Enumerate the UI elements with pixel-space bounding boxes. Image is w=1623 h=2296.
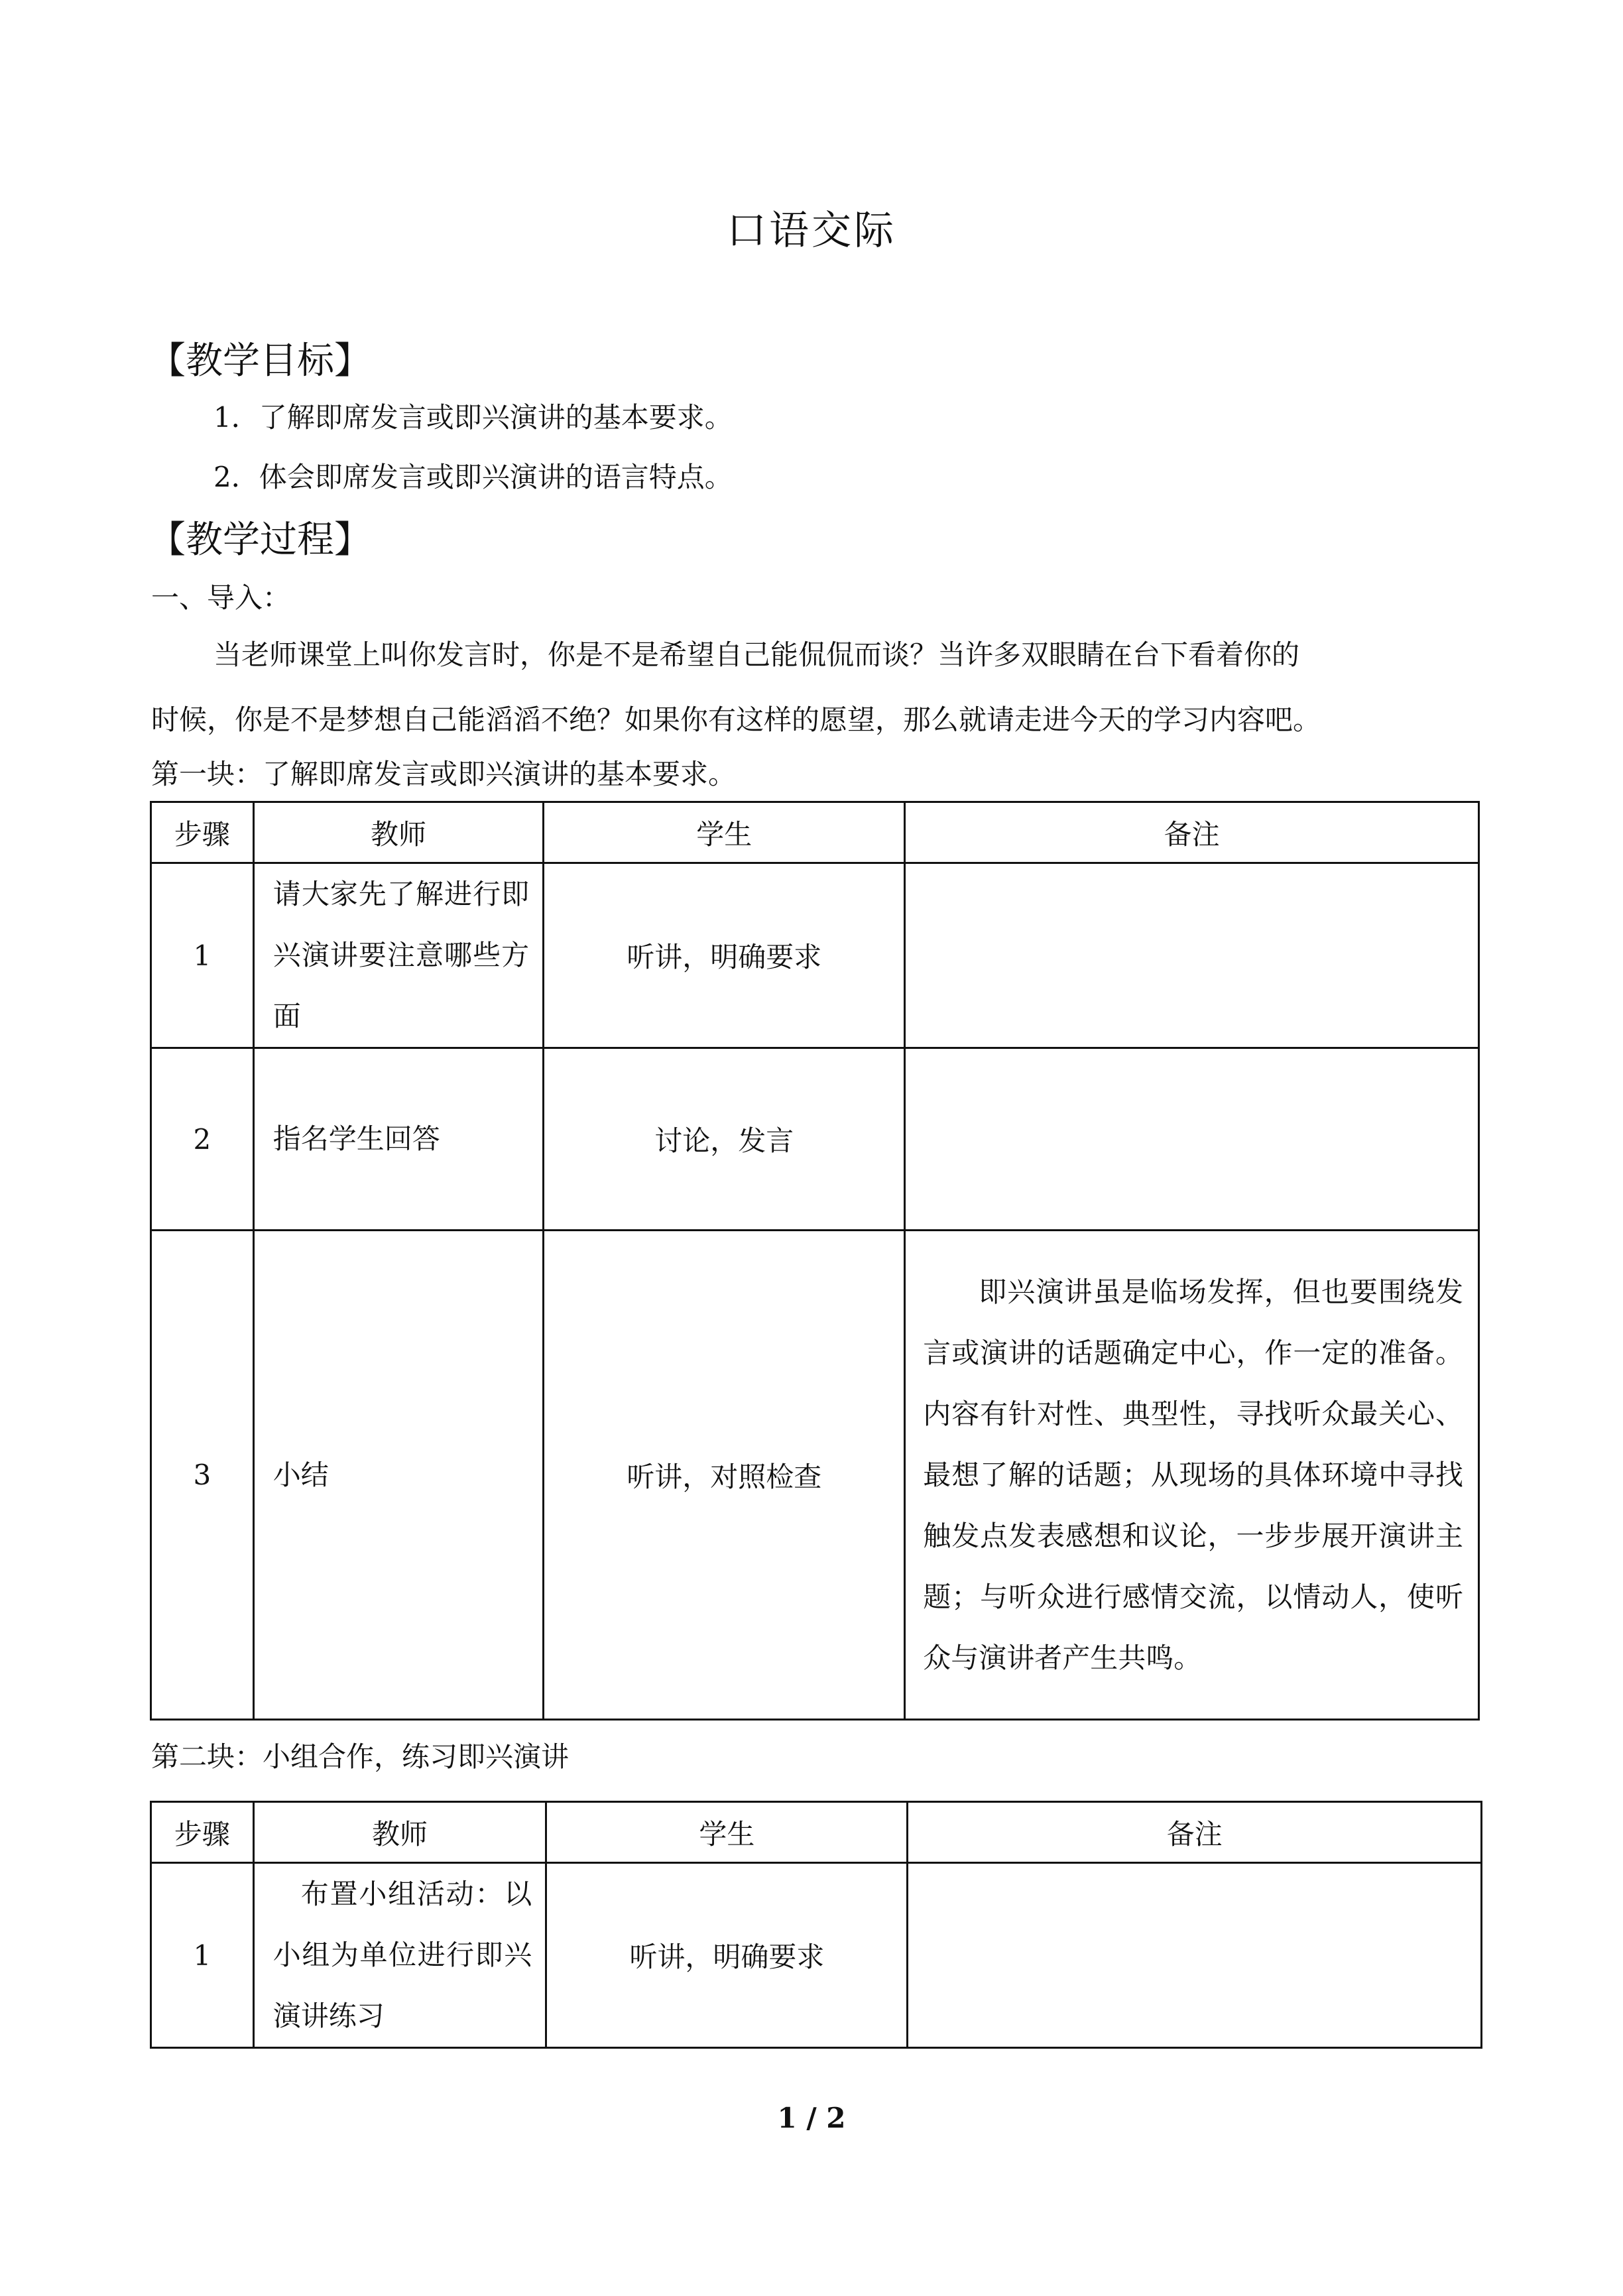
row-step: 2 [151,1048,254,1231]
goals-heading: 【教学目标】 [149,339,371,383]
row-step: 1 [151,863,254,1048]
process-heading: 【教学过程】 [149,518,371,562]
row-student: 听讲，对照检查 [544,1231,905,1720]
header-step: 步骤 [151,1802,254,1863]
row-teacher: 小结 [253,1231,543,1720]
page-number: 1 / 2 [777,2102,846,2134]
table-block2 [150,1801,1482,2049]
row-teacher: 指名学生回答 [253,1048,543,1231]
goal-item-1: 1．了解即席发言或即兴演讲的基本要求。 [213,401,733,434]
row-step: 3 [151,1231,254,1720]
intro-heading: 一、导入： [151,581,291,614]
block2-heading: 第二块：小组合作，练习即兴演讲 [151,1740,570,1773]
block1-heading: 第一块：了解即席发言或即兴演讲的基本要求。 [151,758,737,790]
header-note: 备注 [905,802,1479,863]
row-note [908,1863,1482,2048]
table-block1 [150,801,1480,1721]
row-student: 讨论，发言 [544,1048,905,1231]
row-teacher: 布置小组活动：以小组为单位进行即兴演讲练习 [253,1863,546,2048]
row-note [905,863,1479,1048]
header-step: 步骤 [151,802,254,863]
table-header-row [151,802,1479,863]
table-header-row [151,1802,1482,1863]
header-teacher: 教师 [253,1802,546,1863]
header-note: 备注 [908,1802,1482,1863]
table-row [151,863,1479,1048]
row-note: 即兴演讲虽是临场发挥，但也要围绕发言或演讲的话题确定中心，作一定的准备。内容有针对性、典型性，寻找听众最关心、最想了解的话题；从现场的具体环境中寻找触发点发表感想和议论，一步步展开演讲主题；与听众进行感情交流，以情动人，使听众与演讲者产生共鸣。 [905,1231,1479,1720]
row-student: 听讲，明确要求 [546,1863,908,2048]
table-row [151,1231,1479,1720]
row-note [905,1048,1479,1231]
page-title: 口语交际 [727,208,896,254]
table-row [151,1863,1482,2048]
goal-item-2: 2．体会即席发言或即兴演讲的语言特点。 [213,461,733,493]
row-student: 听讲，明确要求 [544,863,905,1048]
intro-paragraph-line-1: 当老师课堂上叫你发言时，你是不是希望自己能侃侃而谈？当许多双眼睛在台下看着你的 [213,638,1300,671]
header-teacher: 教师 [253,802,543,863]
header-student: 学生 [544,802,905,863]
intro-paragraph-line-2: 时候，你是不是梦想自己能滔滔不绝？如果你有这样的愿望，那么就请走进今天的学习内容吧。 [151,703,1321,736]
row-teacher: 请大家先了解进行即兴演讲要注意哪些方面 [253,863,543,1048]
table-row [151,1048,1479,1231]
header-student: 学生 [546,1802,908,1863]
row-step: 1 [151,1863,254,2048]
